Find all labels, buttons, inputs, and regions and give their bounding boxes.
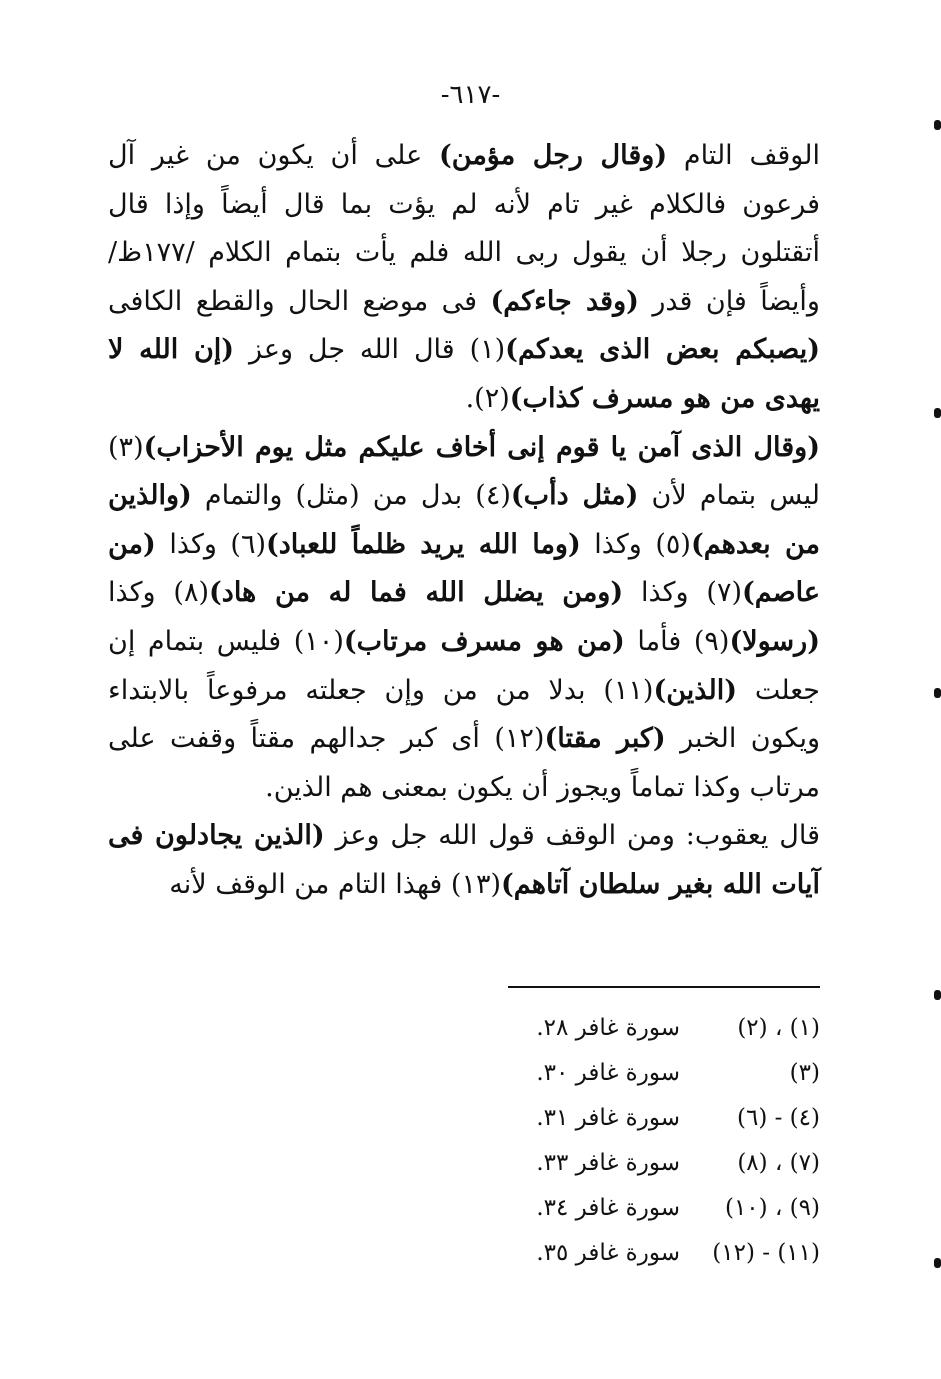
footnote-source: سورة غافر ٣٠. (536, 1059, 680, 1086)
text-segment: (٥) وكذا (580, 528, 691, 560)
footnote-source: سورة غافر ٢٨. (536, 1014, 680, 1041)
body-text (108, 132, 820, 910)
footnote-row (470, 1005, 820, 1050)
quran-quote: (والذين من بعدهم) (108, 480, 820, 560)
quran-quote: (الذين) (653, 674, 737, 706)
paragraph-2 (108, 424, 820, 813)
text-segment: (٣) ليس بتمام لأن (108, 431, 821, 512)
text-segment: (١) قال الله جل وعز (234, 334, 506, 366)
text-segment: (٩) فأما (624, 625, 730, 657)
footnote-refs: (٧) ، (٨) (737, 1149, 820, 1176)
scan-edge-mark (934, 120, 941, 130)
text-segment: (١١) بدلا من من وإن جعلته مرفوعاً بالابتداء ويكون الخبر (108, 674, 821, 755)
quran-quote: (الذين يجادلون فى آيات الله بغير سلطان آتاهم) (108, 820, 820, 900)
footnote-row (470, 1050, 820, 1095)
quran-quote: (ومن يضلل الله فما له من هاد) (209, 577, 624, 609)
text-segment: (٢). (465, 382, 510, 414)
quran-quote: (وقد جاءكم) (490, 285, 639, 317)
quran-quote: (وقال رجل مؤمن) (438, 140, 668, 171)
scan-edge-mark (934, 990, 941, 1000)
footnote-refs: (١) ، (٢) (737, 1014, 820, 1041)
paragraph-1 (108, 132, 820, 424)
quran-quote: (يصبكم بعض الذى يعدكم) (505, 334, 820, 366)
text-segment: (٨) وكذا (108, 577, 210, 609)
quran-quote: (من عاصم) (108, 528, 821, 609)
footnote-separator (508, 986, 820, 988)
footnote-row (470, 1095, 820, 1140)
quran-quote: (وما الله يريد ظلماً للعباد) (266, 528, 581, 560)
footnote-row (470, 1230, 820, 1275)
quran-quote: (مثل دأب) (510, 480, 639, 512)
footnote-source: سورة غافر ٣٤. (536, 1194, 680, 1221)
footnote-row (470, 1140, 820, 1185)
text-segment: الوقف التام (667, 140, 820, 171)
footnote-refs: (٤) - (٦) (736, 1104, 820, 1131)
scan-edge-mark (934, 408, 941, 418)
footnote-row (470, 1185, 820, 1230)
text-segment: (١٣) فهذا التام من الوقف لأنه (169, 868, 502, 900)
text-segment: قال يعقوب: ومن الوقف قول الله جل وعز (324, 820, 820, 852)
text-segment: على أن يكون من غير آل فرعون فالكلام غير تام لأنه لم يؤت بما قال أيضاً وإذا قال أتقتلون رجلا أن يقول ربى الله فلم يأت بتمام الكلام /١٧٧ظ/ وأيضاً فإن قدر (108, 140, 820, 317)
quran-quote: (من هو مسرف مرتاب) (343, 625, 625, 657)
footnote-refs: (٣) (789, 1059, 820, 1086)
footnote-refs: (١١) - (١٢) (712, 1239, 820, 1266)
paragraph-3 (108, 812, 820, 909)
footnotes (470, 1005, 820, 1275)
text-segment: (١٢) أى كبر جدالهم مقتاً وقفت على مرتاب وكذا تماماً ويجوز أن يكون بمعنى هم الذين. (108, 723, 820, 803)
text-segment: فى موضع الحال والقطع الكافى (108, 285, 491, 317)
page-number: -٦١٧- (440, 80, 501, 110)
quran-quote: (وقال الذى آمن يا قوم إنى أخاف عليكم مثل يوم الأحزاب) (143, 431, 820, 463)
quran-quote: (رسولا) (729, 625, 820, 657)
footnote-source: سورة غافر ٣٥. (536, 1239, 680, 1266)
scan-edge-mark (934, 688, 941, 698)
footnote-refs: (٩) ، (١٠) (724, 1194, 820, 1221)
quran-quote: (كبر مقتا) (544, 723, 666, 755)
text-segment: (٧) وكذا (623, 577, 742, 609)
footnote-source: سورة غافر ٣١. (536, 1104, 680, 1131)
scan-edge-mark (934, 1258, 941, 1268)
text-segment: (٤) بدل من (مثل) والتمام (191, 480, 511, 512)
footnote-source: سورة غافر ٣٣. (536, 1149, 680, 1176)
text-segment: (٦) وكذا (155, 528, 266, 560)
text-segment: (١٠) فليس بتمام إن جعلت (108, 625, 820, 706)
quran-quote: (إن الله لا يهدى من هو مسرف كذاب) (108, 334, 820, 414)
